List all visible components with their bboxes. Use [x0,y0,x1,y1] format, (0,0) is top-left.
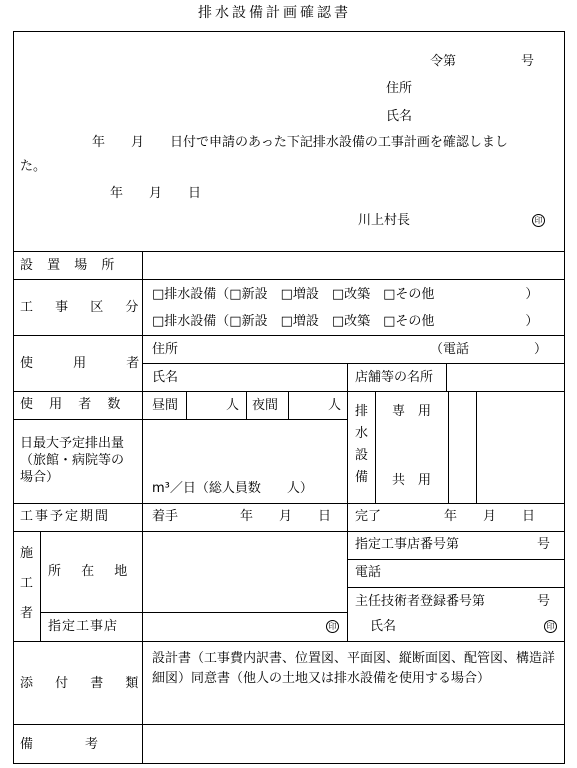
user-address-label: 住所 [152,342,179,357]
rule [347,559,565,560]
contractor-label-char: 者 [20,606,34,621]
confirmation-date: 年 月 日 [110,186,202,201]
shared-use-label: 共 用 [392,473,432,488]
rule [186,391,187,419]
engineer-name-label: 氏名 [370,619,397,634]
recipient-address-label: 住所 [386,81,413,96]
rule [476,391,477,503]
drainage-label-line-2: （旅館・病院等の [20,453,125,468]
end-date: 年 月 日 [444,509,536,524]
user-label: 使 用 者 [20,356,158,371]
contractor-label-char: 施 [20,546,34,561]
equipment-label-char: 排 [355,404,369,419]
page-title: 排水設備計画確認書 [198,5,351,21]
contractor-label-char: 工 [20,576,34,591]
rule [13,335,565,336]
rule [40,612,347,613]
daytime-label: 昼間 [152,398,179,413]
rule [13,419,347,420]
shop-number-label: 指定工事店番号第 号 [355,537,551,552]
engineer-seal-icon: 印 [544,619,557,633]
order-number: 令第 号 [430,54,535,69]
designated-seal-icon: 印 [326,619,339,633]
rule [347,363,348,641]
location-label: 設 置 場 所 [20,258,120,273]
mayor-seal-icon: 印 [532,213,545,227]
work-type-label: 工 事 区 分 [20,300,148,315]
drainage-unit: m³／日（総人員数 人） [152,481,313,496]
equipment-label-char: 設 [355,448,369,463]
engineer-number-label: 主任技術者登録番号第 号 [355,594,551,609]
rule [246,391,247,419]
attachments-label: 添 付 書 類 [20,676,148,691]
mayor-title: 川上村長 [358,213,411,228]
rule [13,391,565,392]
start-label: 着手 [152,509,179,524]
daytime-unit: 人 [226,398,240,413]
rule [13,251,565,252]
statement-line-2: た。 [20,159,47,174]
user-name-label: 氏名 [152,370,179,385]
user-phone-label: （電話 ） [430,342,548,357]
shop-name-label: 店舗等の名所 [355,370,434,385]
rule [13,503,565,504]
statement-line-1: 年 月 日付で申請のあった下記排水設備の工事計画を確認しまし [92,135,508,150]
rule [40,531,41,641]
equipment-label-char: 水 [355,426,369,441]
attachments-text: 設計書（工事費内訳書、位置図、平面図、縦断面図、配管図、構造詳細図）同意書（他人の土地又は排水設備を使用する場合） [152,651,556,686]
nighttime-unit: 人 [328,398,342,413]
designated-contractor-label: 指定工事店 [48,619,119,634]
drainage-label-line-3: 場合） [20,470,60,485]
work-type-option-1[interactable]: □排水設備（□新設 □増設 □改築 □その他 ） [152,287,539,302]
equipment-label-char: 備 [355,470,369,485]
rule [448,391,449,503]
recipient-name-label: 氏名 [386,109,413,124]
user-count-label: 使 用 者 数 [20,397,127,412]
rule [142,363,565,364]
drainage-label-line-1: 日最大予定排出量 [20,436,125,451]
remarks-label: 備 考 [20,737,99,752]
rule [13,641,565,642]
end-label: 完了 [355,509,382,524]
rule [13,724,565,725]
start-date: 年 月 日 [240,509,332,524]
rule [288,391,289,419]
rule [13,279,565,280]
period-label: 工事予定期間 [20,509,111,524]
rule [13,531,565,532]
rule [446,363,447,391]
exclusive-use-label: 専 用 [392,404,432,419]
nighttime-label: 夜間 [252,398,279,413]
rule [375,391,376,503]
contractor-phone-label: 電話 [355,565,382,580]
rule [347,587,565,588]
contractor-location-label: 所 在 地 [48,564,136,579]
work-type-option-2[interactable]: □排水設備（□新設 □増設 □改築 □その他 ） [152,314,539,329]
